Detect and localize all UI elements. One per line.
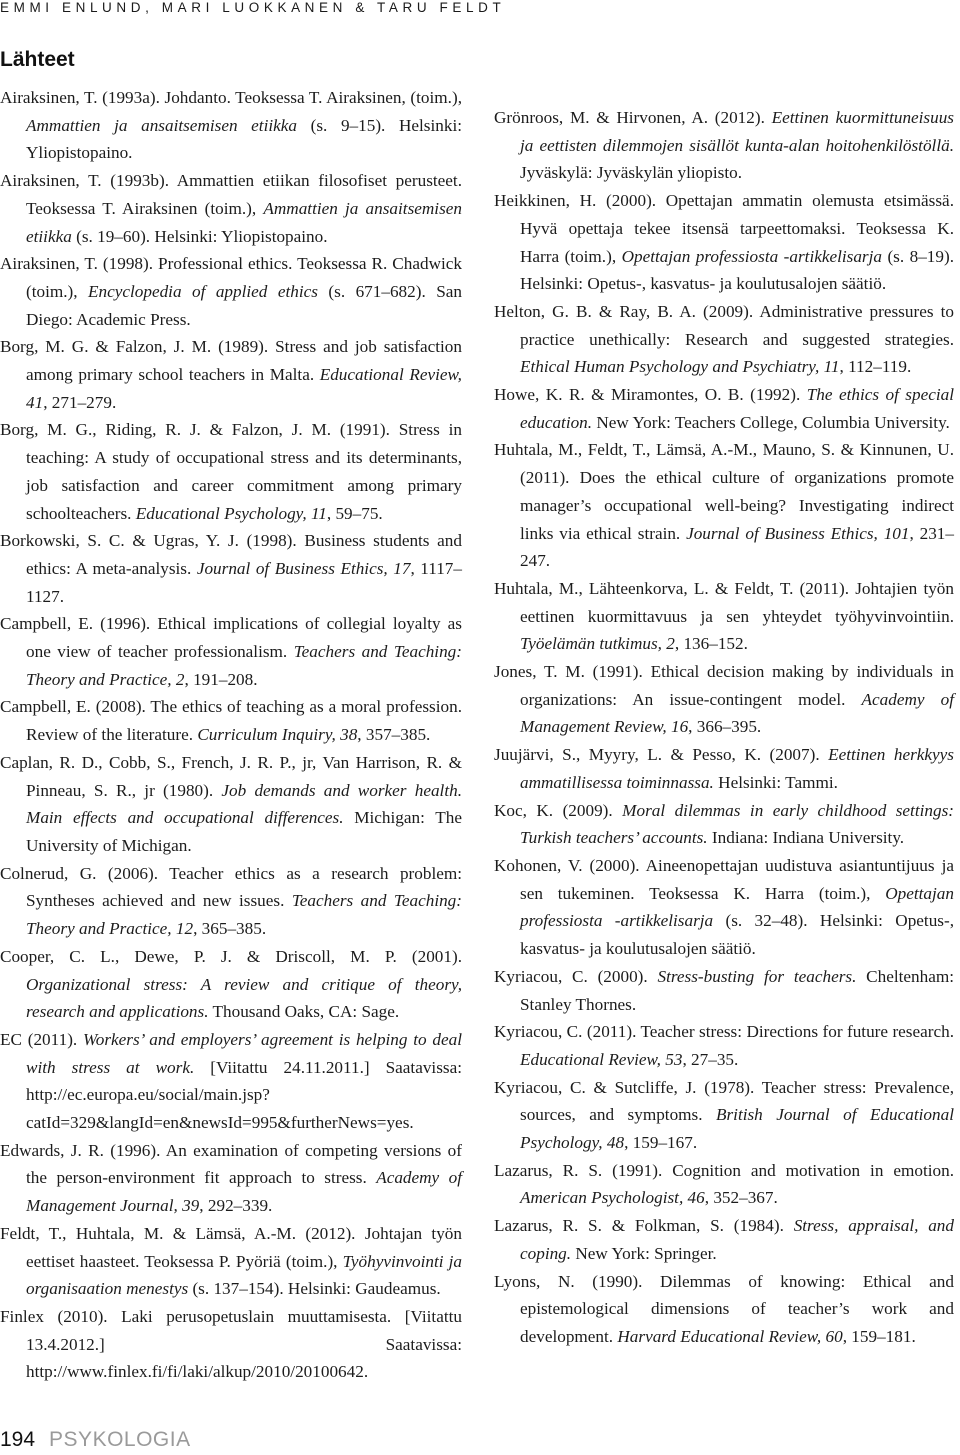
page-footer [0, 1428, 191, 1452]
running-head: EMMI ENLUND, MARI LUOKKANEN & TARU FELDT [0, 0, 506, 15]
reference-entry: Howe, K. R. & Miramontes, O. B. (1992). The ethics of special education. New York: Teachers College, Columbia University. [494, 385, 954, 432]
reference-entry: Airaksinen, T. (1993b). Ammattien etiikan filosofiset perusteet. Teoksessa T. Airaksinen (toim.), Ammattien ja ansaitsemisen etiikka (s. 19–60). Helsinki: Yliopistopaino. [0, 171, 462, 246]
reference-entry: Kyriacou, C. & Sutcliffe, J. (1978). Teacher stress: Prevalence, sources, and symptoms. British Journal of Educational Psychology, 48, 159–167. [494, 1077, 954, 1153]
page-number: 194 [0, 1428, 36, 1451]
reference-entry: Airaksinen, T. (1998). Professional ethics. Teoksessa R. Chadwick (toim.), Encyclopedia of applied ethics (s. 671–682). San Diego: Academic Press. [0, 254, 462, 329]
reference-entry: Borg, M. G. & Falzon, J. M. (1989). Stress and job satisfaction among primary school teachers in Malta. Educational Review, 41, 271–279. [0, 337, 462, 412]
reference-entry: Finlex (2010). Laki perusopetuslain muuttamisesta. [Viitattu 13.4.2012.] Saatavissa: http://www.finlex.fi/fi/laki/alkup/2010/20100642. [0, 1306, 462, 1382]
reference-entry: Borg, M. G., Riding, R. J. & Falzon, J. M. (1991). Stress in teaching: A study of occupational stress and its determinants, job satisfaction and career commitment among primary schoolteachers. Educational Psychology, 11, 59–75. [0, 420, 462, 523]
reference-entry: Feldt, T., Huhtala, M. & Lämsä, A.-M. (2012). Johtajan työn eettiset haasteet. Teoksessa P. Pyöriä (toim.), Työhyvinvointi ja organisaation menestys (s. 137–154). Helsinki: Gaudeamus. [0, 1223, 462, 1299]
reference-entry: Kyriacou, C. (2000). Stress-busting for teachers. Cheltenham: Stanley Thornes. [494, 966, 954, 1014]
reference-entry: Caplan, R. D., Cobb, S., French, J. R. P., jr, Van Harrison, R. & Pinneau, S. R., jr (1980). Job demands and worker health. Main effects and occupational differences. Michigan: The University of Michigan. [0, 752, 462, 855]
references-right-column [494, 104, 954, 1351]
reference-entry: Juujärvi, S., Myyry, L. & Pesso, K. (2007). Eettinen herkkyys ammatillisessa toiminnassa. Helsinki: Tammi. [494, 745, 954, 792]
references-left-column [0, 84, 462, 1386]
reference-entry: Colnerud, G. (2006). Teacher ethics as a research problem: Syntheses achieved and new issues. Teachers and Teaching: Theory and Practice, 12, 365–385. [0, 863, 463, 939]
reference-entry: Lazarus, R. S. (1991). Cognition and motivation in emotion. American Psychologist, 46, 352–367. [494, 1160, 954, 1208]
reference-entry: Lazarus, R. S. & Folkman, S. (1984). Stress, appraisal, and coping. New York: Springer. [494, 1216, 954, 1263]
reference-entry: Edwards, J. R. (1996). An examination of competing versions of the person-environment fit approach to stress. Academy of Management Journal, 39, 292–339. [0, 1140, 463, 1216]
reference-entry: Koc, K. (2009). Moral dilemmas in early childhood settings: Turkish teachers’ accounts. Indiana: Indiana University. [494, 800, 954, 848]
reference-entry: Huhtala, M., Lähteenkorva, L. & Feldt, T. (2011). Johtajien työn eettinen kuormittavuus ja sen yhteydet työhyvinvointiin. Työelämän tutkimus, 2, 136–152. [494, 578, 954, 654]
reference-entry: Helton, G. B. & Ray, B. A. (2009). Administrative pressures to practice unethically: Research and suggested strategies. Ethical Human Psychology and Psychiatry, 11, 112–119. [494, 301, 954, 377]
reference-entry: Kyriacou, C. (2011). Teacher stress: Directions for future research. Educational Review, 53, 27–35. [494, 1022, 954, 1069]
reference-entry: Lyons, N. (1990). Dilemmas of knowing: Ethical and epistemological dimensions of teacher’s work and development. Harvard Educational Review, 60, 159–181. [494, 1271, 954, 1346]
journal-name: PSYKOLOGIA [49, 1428, 191, 1451]
reference-entry: Campbell, E. (1996). Ethical implications of collegial loyalty as one view of teacher professionalism. Teachers and Teaching: Theory and Practice, 2, 191–208. [0, 614, 462, 689]
reference-entry: Airaksinen, T. (1993a). Johdanto. Teoksessa T. Airaksinen, (toim.), Ammattien ja ansaitsemisen etiikka (s. 9–15). Helsinki: Yliopistopaino. [0, 88, 463, 163]
reference-entry: Heikkinen, H. (2000). Opettajan ammatin olemusta etsimässä. Hyvä opettaja tekee itsensä tarpeettomaksi. Teoksessa K. Harra (toim.), Opettajan professiosta -artikkelisarja (s. 8–19). Helsinki: Opetus-, kasvatus- ja koulutusalojen säätiö. [494, 191, 955, 294]
reference-entry: Jones, T. M. (1991). Ethical decision making by individuals in organizations: An issue-contingent model. Academy of Management Review, 16, 366–395. [494, 662, 954, 737]
reference-entry: Huhtala, M., Feldt, T., Lämsä, A.-M., Mauno, S. & Kinnunen, U. (2011). Does the ethical culture of organizations promote manager’s occupational well-being? Investigating indirect links via ethical strain. Journal of Business Ethics, 101, 231–247. [494, 440, 954, 571]
reference-entry: Campbell, E. (2008). The ethics of teaching as a moral profession. Review of the literature. Curriculum Inquiry, 38, 357–385. [0, 697, 462, 745]
section-title: Lähteet [0, 48, 75, 71]
reference-entry: Cooper, C. L., Dewe, P. J. & Driscoll, M. P. (2001). Organizational stress: A review and critique of theory, research and applications. Thousand Oaks, CA: Sage. [0, 946, 462, 1022]
reference-entry: EC (2011). Workers’ and employers’ agreement is helping to deal with stress at work. [Viitattu 24.11.2011.] Saatavissa: http://ec.europa.eu/social/main.jsp?catId=329&langId=en&newsId=995&furtherNews=yes. [0, 1029, 463, 1133]
reference-entry: Kohonen, V. (2000). Aineenopettajan uudistuva asiantuntijuus ja sen tukeminen. Teoksessa K. Harra (toim.), Opettajan professiosta -artikkelisarja (s. 32–48). Helsinki: Opetus-, kasvatus- ja koulutusalojen säätiö. [494, 855, 954, 959]
reference-entry: Borkowski, S. C. & Ugras, Y. J. (1998). Business students and ethics: A meta-analysis. Journal of Business Ethics, 17, 1117–1127. [0, 531, 462, 606]
reference-entry: Grönroos, M. & Hirvonen, A. (2012). Eettinen kuormittuneisuus ja eettisten dilemmojen sisällöt kunta-alan hoitohenkilöstöllä. Jyväskylä: Jyväskylän yliopisto. [494, 108, 955, 183]
